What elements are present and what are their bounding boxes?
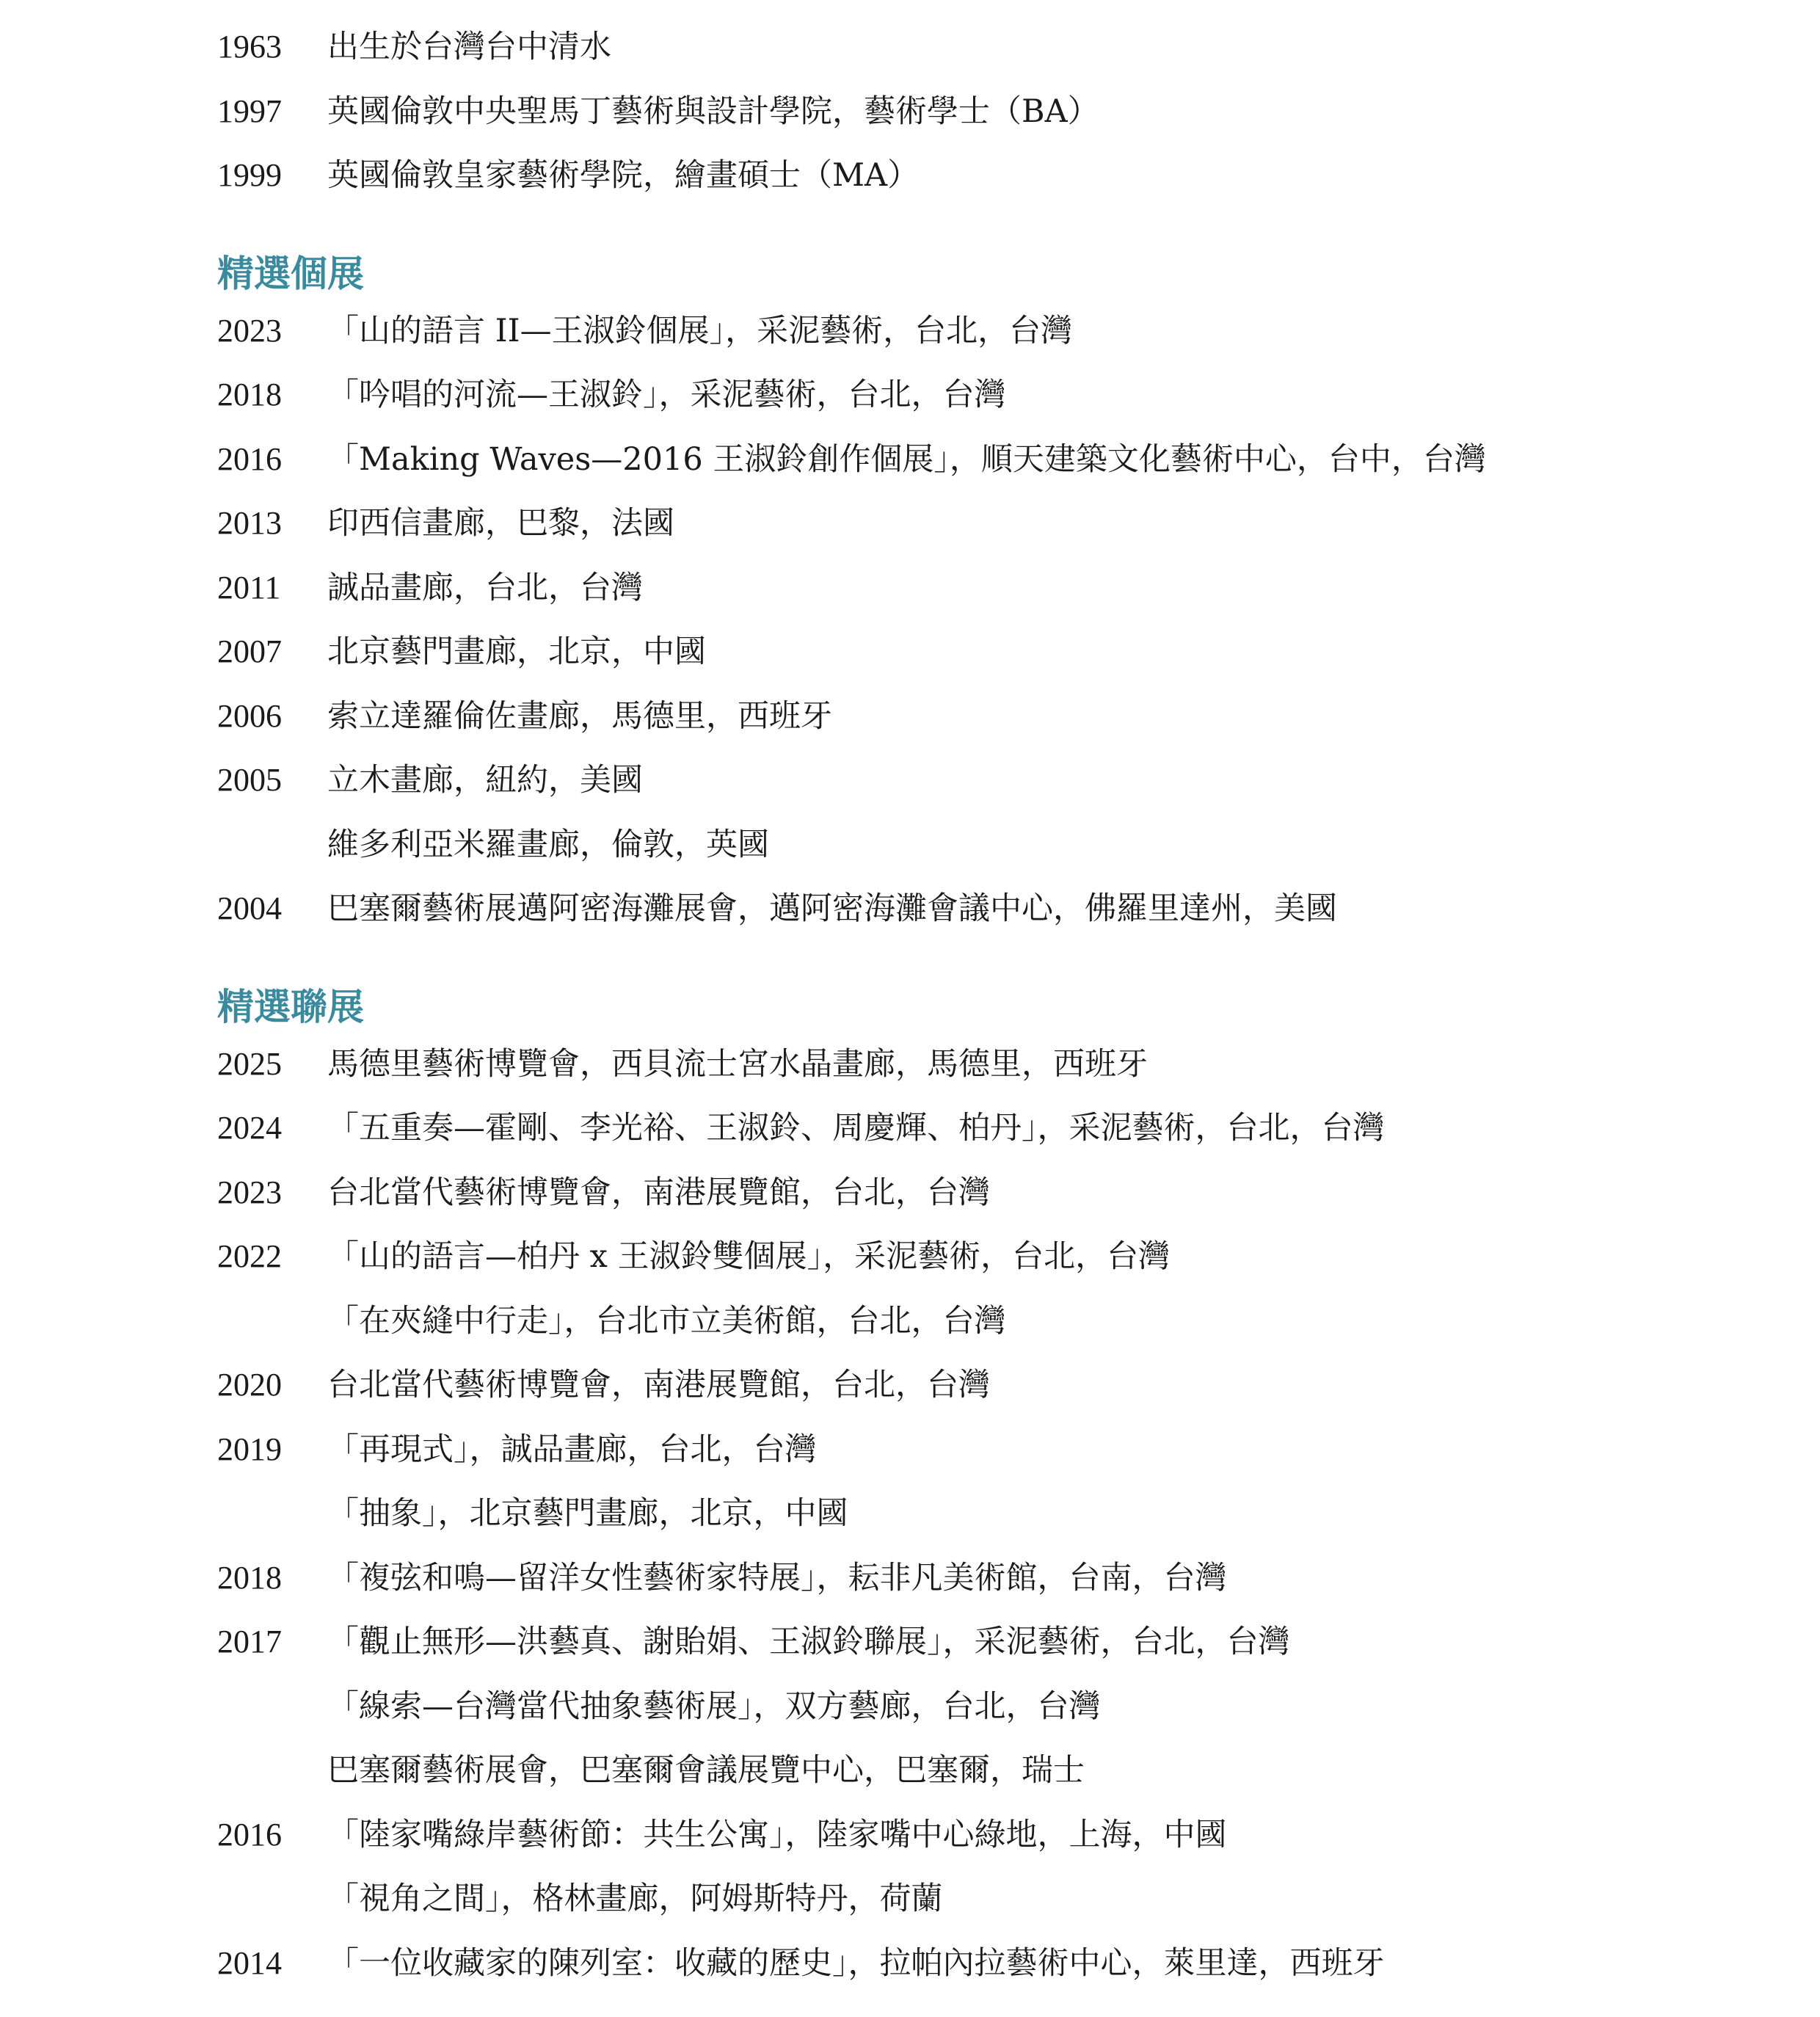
- list-item: [217, 1359, 1758, 1423]
- list-item: [217, 1616, 1758, 1680]
- year: 2018: [217, 377, 282, 413]
- education-list: [217, 21, 1758, 214]
- year: 2016: [217, 1816, 282, 1853]
- list-item: [217, 1744, 1758, 1809]
- year: 2025: [217, 1045, 282, 1082]
- entry-text: 「觀止無形—洪藝真、謝貽娟、王淑鈴聯展」，采泥藝術，台北，台灣: [327, 1624, 1290, 1660]
- year: 2020: [217, 1367, 282, 1403]
- entry-text: 「陸家嘴綠岸藝術節：共生公寓」，陸家嘴中心綠地，上海，中國: [327, 1816, 1227, 1853]
- solo-exhibitions-list: [217, 305, 1758, 947]
- year: 2019: [217, 1431, 282, 1467]
- entry-text: 維多利亞米羅畫廊，倫敦，英國: [327, 826, 769, 863]
- section-title-group: 精選聯展: [217, 985, 364, 1028]
- entry-text: 「複弦和鳴—留洋女性藝術家特展」，耘非凡美術館，台南，台灣: [327, 1559, 1227, 1596]
- list-item: [217, 1230, 1758, 1295]
- entry-text: 「線索—台灣當代抽象藝術展」，双方藝廊，台北，台灣: [327, 1687, 1101, 1725]
- year: 2011: [217, 569, 281, 606]
- year: 2018: [217, 1559, 282, 1596]
- list-item: [217, 1487, 1758, 1552]
- entry-text: 巴塞爾藝術展會，巴塞爾會議展覽中心，巴塞爾，瑞士: [327, 1752, 1085, 1789]
- entry-text: 英國倫敦皇家藝術學院，繪畫碩士（MA）: [327, 157, 920, 194]
- year: 2024: [217, 1110, 282, 1146]
- list-item: [217, 818, 1758, 883]
- year: 1999: [217, 157, 282, 193]
- cv-document: [217, 21, 1758, 2001]
- entry-text: 「視角之間」，格林畫廊，阿姆斯特丹，荷蘭: [327, 1880, 943, 1917]
- list-item: [217, 1038, 1758, 1102]
- entry-text: 北京藝門畫廊，北京，中國: [327, 633, 706, 670]
- entry-text: 「山的語言 II—王淑鈴個展」，采泥藝術，台北，台灣: [327, 312, 1073, 349]
- entry-text: 「Making Waves—2016 王淑鈴創作個展」，順天建築文化藝術中心，台中，台灣: [327, 440, 1486, 478]
- year: 2004: [217, 890, 282, 926]
- entry-text: 台北當代藝術博覽會，南港展覽館，台北，台灣: [327, 1174, 990, 1211]
- entry-text: 「山的語言—柏丹 x 王淑鈴雙個展」，采泥藝術，台北，台灣: [327, 1238, 1171, 1275]
- entry-text: 印西信畫廊，巴黎，法國: [327, 505, 674, 542]
- entry-text: 馬德里藝術博覽會，西貝流士宮水晶畫廊，馬德里，西班牙: [327, 1045, 1148, 1083]
- year: 2013: [217, 505, 282, 541]
- list-item: [217, 690, 1758, 755]
- list-item: [217, 754, 1758, 818]
- year: 2007: [217, 633, 282, 669]
- list-item: [217, 1680, 1758, 1745]
- list-item: [217, 433, 1758, 498]
- list-item: [217, 1809, 1758, 1873]
- list-item: [217, 882, 1758, 947]
- entry-text: 索立達羅倫佐畫廊，馬德里，西班牙: [327, 697, 832, 735]
- year: 1963: [217, 29, 282, 65]
- entry-text: 台北當代藝術博覽會，南港展覽館，台北，台灣: [327, 1367, 990, 1403]
- entry-text: 「再現式」，誠品畫廊，台北，台灣: [327, 1431, 817, 1468]
- list-item: [217, 562, 1758, 626]
- entry-text: 誠品畫廊，台北，台灣: [327, 569, 643, 606]
- list-item: [217, 305, 1758, 369]
- list-item: [217, 85, 1758, 150]
- solo-section-header: [217, 214, 1758, 305]
- year: 2023: [217, 312, 282, 349]
- list-item: [217, 149, 1758, 214]
- list-item: [217, 1102, 1758, 1166]
- entry-text: 「五重奏—霍剛、李光裕、王淑鈴、周慶輝、柏丹」，采泥藝術，台北，台灣: [327, 1110, 1385, 1146]
- entry-text: 「一位收藏家的陳列室：收藏的歷史」，拉帕內拉藝術中心，萊里達，西班牙: [327, 1944, 1385, 1982]
- year: 2005: [217, 762, 282, 798]
- year: 2022: [217, 1238, 282, 1274]
- year: 1997: [217, 92, 282, 129]
- group-section-header: [217, 947, 1758, 1038]
- list-item: [217, 1166, 1758, 1231]
- list-item: [217, 625, 1758, 690]
- list-item: [217, 1937, 1758, 2002]
- list-item: [217, 21, 1758, 85]
- list-item: [217, 1423, 1758, 1488]
- entry-text: 立木畫廊，紐約，美國: [327, 762, 643, 799]
- year: 2023: [217, 1174, 282, 1210]
- entry-text: 巴塞爾藝術展邁阿密海灘展會，邁阿密海灘會議中心，佛羅里達州，美國: [327, 890, 1337, 927]
- list-item: [217, 368, 1758, 433]
- entry-text: 「在夾縫中行走」，台北市立美術館，台北，台灣: [327, 1302, 1006, 1340]
- year: 2006: [217, 697, 282, 734]
- section-title-solo: 精選個展: [217, 252, 364, 295]
- list-item: [217, 1552, 1758, 1616]
- list-item: [217, 497, 1758, 562]
- entry-text: 「抽象」，北京藝門畫廊，北京，中國: [327, 1495, 848, 1532]
- entry-text: 英國倫敦中央聖馬丁藝術與設計學院，藝術學士（BA）: [327, 92, 1099, 130]
- entry-text: 「吟唱的河流—王淑鈴」，采泥藝術，台北，台灣: [327, 377, 1006, 413]
- year: 2014: [217, 1944, 282, 1981]
- year: 2016: [217, 440, 282, 477]
- entry-text: 出生於台灣台中清水: [327, 29, 611, 65]
- list-item: [217, 1295, 1758, 1359]
- group-exhibitions-list: [217, 1038, 1758, 2002]
- list-item: [217, 1872, 1758, 1937]
- year: 2017: [217, 1624, 282, 1660]
